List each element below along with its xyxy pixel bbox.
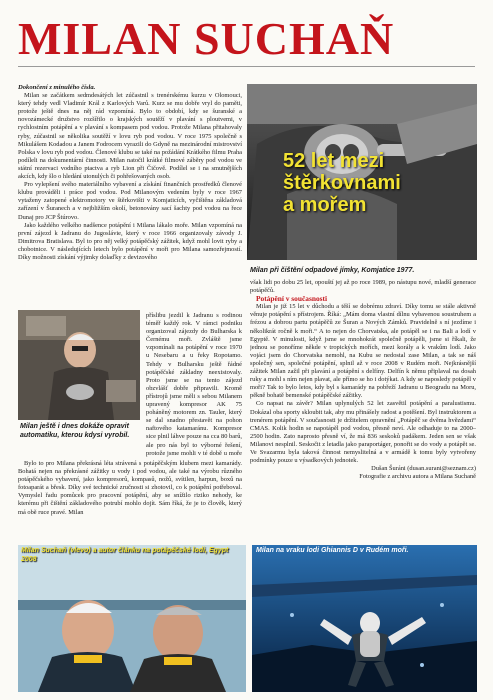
workshop-photo [18,310,140,420]
right-column [250,279,476,541]
photo-caption: Milan na vraku lodi Ghiannis D v Rudém moři. [256,547,409,554]
diver-photo [247,84,477,260]
paragraph: však lidi po dobu 25 let, opouští jej až po roce 1989, po nástupu nové, mladší generace potápěčů. [250,279,476,295]
wreck-illustration [252,545,477,692]
headline-overlay-line: a mořem [283,194,367,216]
workshop-illustration [18,310,140,420]
title-rule [18,66,475,67]
left-column-top [18,84,242,308]
author-signature: Dušan Šuráni (dusan.surani@seznam.cz) [371,465,476,473]
paragraph: Jako každého velkého nadšence potápění i Milana lákalo moře. Milan vzpomíná na první zájezd k Jadranu do Jugoslávie, který v roce 1966 organizovaly závody J. Dimitrova Bratislava. Byl to pro něj velký potápěčský zážitek, když mohl lovit ryby a chobotnice. V následujících letech bylo potápění v moři pro Milana samozřejmostí. Díky možnosti získání výjimky dolaďky z devizového [18,221,242,261]
headline-overlay-line: 52 let mezi [283,150,385,172]
boat-photo [18,545,246,692]
paragraph: příslibu jezdil k Jadranu s rodinou téměř každý rok. V rámci podniku organizoval zájezdy do Bulharska k Černému moři. Zvláště jsme vzpomínali na potápění v roce 1970 u Nesebaru a u řeky Ropotamo. Tehdy v Bulharsku ještě řádné potápěčské základny neexistovaly. Proto jsme se na tento zájezd obzvlášť dobře připravili. Kromě přístrojů jsme měli s sebou Milanem upravený kompresor AK 75 poháněný motorem zn. Tauler, který se dal snadno přestavět na pohon naftového katamaránu. Kompresor sice plnil láhve pouze na cca 80 barů, ale pro nás byl to výborné řešení, protože jsme mohli v té době u moře [146,312,242,457]
photo-caption: Milan ještě i dnes dokáže opravit automatiku, kterou kdysi vyrobil. [20,423,130,439]
photo-caption: Milan Suchaň (vlevo) a autor článku na potápěčské lodi, Egypt 2008 [21,547,229,563]
paragraph: Co napsat na závěr? Milan uplynulých 52 let zasvětil potápění a paralustismu. Dokázal oba sporty skloubit tak, aby mu přinášely radost a potěšení. Byl instruktorem a trenérem potápění. V současnosti je držitelem opravnění „Potápěč se dvěma hvězdami“ CMAS. Kolik hodin se napotápěl pod vodou, přesně neví. Ale odhaduje to na 2000–2500 hodin. Zato naprosto přesně ví, že má 836 seskoků padákem. Jeden sen se však Milanovi nesplnil. Seskočit z letadla jako paraportáger, ponořit se do vody a potápět se. Ve Svazarmu byla taková činnost nemyslitelná a v armádě k tomu byly vytvořeny podmínky pouze u výsadkových jednotek. [250,400,476,465]
left-column-bottom [18,460,242,540]
paragraph: Milan je již 15 let v důchodu a těší se dobrému zdraví. Díky tomu se stále aktivně věnuje potápění s přístrojem. Říká: „Mám doma vlastní dílnu vybavenou soustruhem a frézou a dobrou partu potápěčů ze Šuran a Nových Zámků. Pravidelně s ní jezdíme i několikrát ročně k moři.“ A to nejen do Chorvatska, ale potápěl se i na Bali a lodí v Egyptě. V minulosti, když jsme se mnohokrát společně potápěli, jsme si říkali, že jednou se ponoříme někde v tropických mořích, mezi korály a k vrakům lodí. Jako vojáci jsem do Chorvatska nemohl, na Kubu se nedostal zase Milan, a tak se náš společný sen, společné potápění, splnil až v roce 2008 v Rudém moři. Nejkrásnější zážitek Milan zažil při plavání a potápění s delfíny. Delfín k němu připlaval na dosah ruky a mohl s ním nejen plavat, ale přímo se ho i dotýkat. A kdy se naposledy potápěl v moři? Tak to bylo letos, kdy byl s kamarády na pobřeží Jadranu u Beogradu na Moru, pěkně bohatě bemenské potápěčské zážitky. [250,303,476,400]
photo-credit: Fotografie z archivu autora a Milana Suchaně [359,473,476,481]
section-heading: Potápění v současnosti [256,294,328,304]
middle-column [146,312,242,458]
wreck-photo [252,545,477,692]
article-title: MILAN SUCHAŇ [18,13,395,64]
paragraph: Pro vylepšení svého materiálního vybavení a získání finančních prostředků členové klubu prováděli i práce pod vodou. Pod Milanovým vedením byly v roce 1967 vytaženy zatopené elektromotory ve štěrkovišti v Komjaticích, vyčištěna základová zařízení v Šuranech a v nejbližším okolí, betonovány sací šachty pod vodou na řece Dunaj pro JCP Štúrovo. [18,181,242,221]
boat-illustration [18,545,246,692]
photo-caption: Milan při čištění odpadové jímky, Komjatice 1977. [250,267,415,274]
continued-note: Dokončení z minulého čísla. [18,84,96,91]
headline-overlay-line: štěrkovnami [283,172,401,194]
paragraph: Milan se začátkem sedmdesátých let zúčastnil s trenérskému kurzu v Olomouci, který tehdy vedl Vladimír Král z Karlových Varů. Kurz se mu dobře vryl do paměti, protože ještě dnes na něj rád vzpomíná. Bylo to období, kdy se šuranské a novozámecké družstvo rozšířilo o krajských soutěží v plavání s ploutvemi, v rychlostním potápění a v plavání s kompasem pod vodou. Protože Milana přitahovaly ryby, zúčastnil se několika soutěží v lovu ryb pod vodou. V roce 1975 společně s Mikulášem Kodadou a Janem Fodrocem vyrazili do Gdyně na mezinárodní mistrovství Polska v lovu ryb pod vodou. Členové klubu se také na požádání Krátkého filmu Praha podíleli na dokumentární činnosti. Milan natočil krátké filmové záběry pod vodou ve státní rezervaci vodního ptactva a ryb Lion při Čičově. Podílel se i na smutnějších akcích, kdy šlo o hledání utonulých či pohřešovaných osob. [18,92,242,181]
paragraph: Bylo to pro Milana překrásná léta strávená s potápěčským klubem mezi kamarády. Bohatá nejen na překrásné zážitky u vody i pod vodou, ale také na výrobu různého potápěčského vybavení, jako kompresorů, kompasů, nožů, svítilen, harpun, boxů na fotoaparát a břesk. Díky své technické zručnosti si zhotovil, co k potápění potřeboval. Vymyslel řadu pomůcek pro pracovní potápění, aby se snížilo riziko nehody, ke kterému při čištění základového potrubí mohlo dojít. Sám říká, že je to člověk, který má obě ruce pravé. Milan [18,460,242,516]
